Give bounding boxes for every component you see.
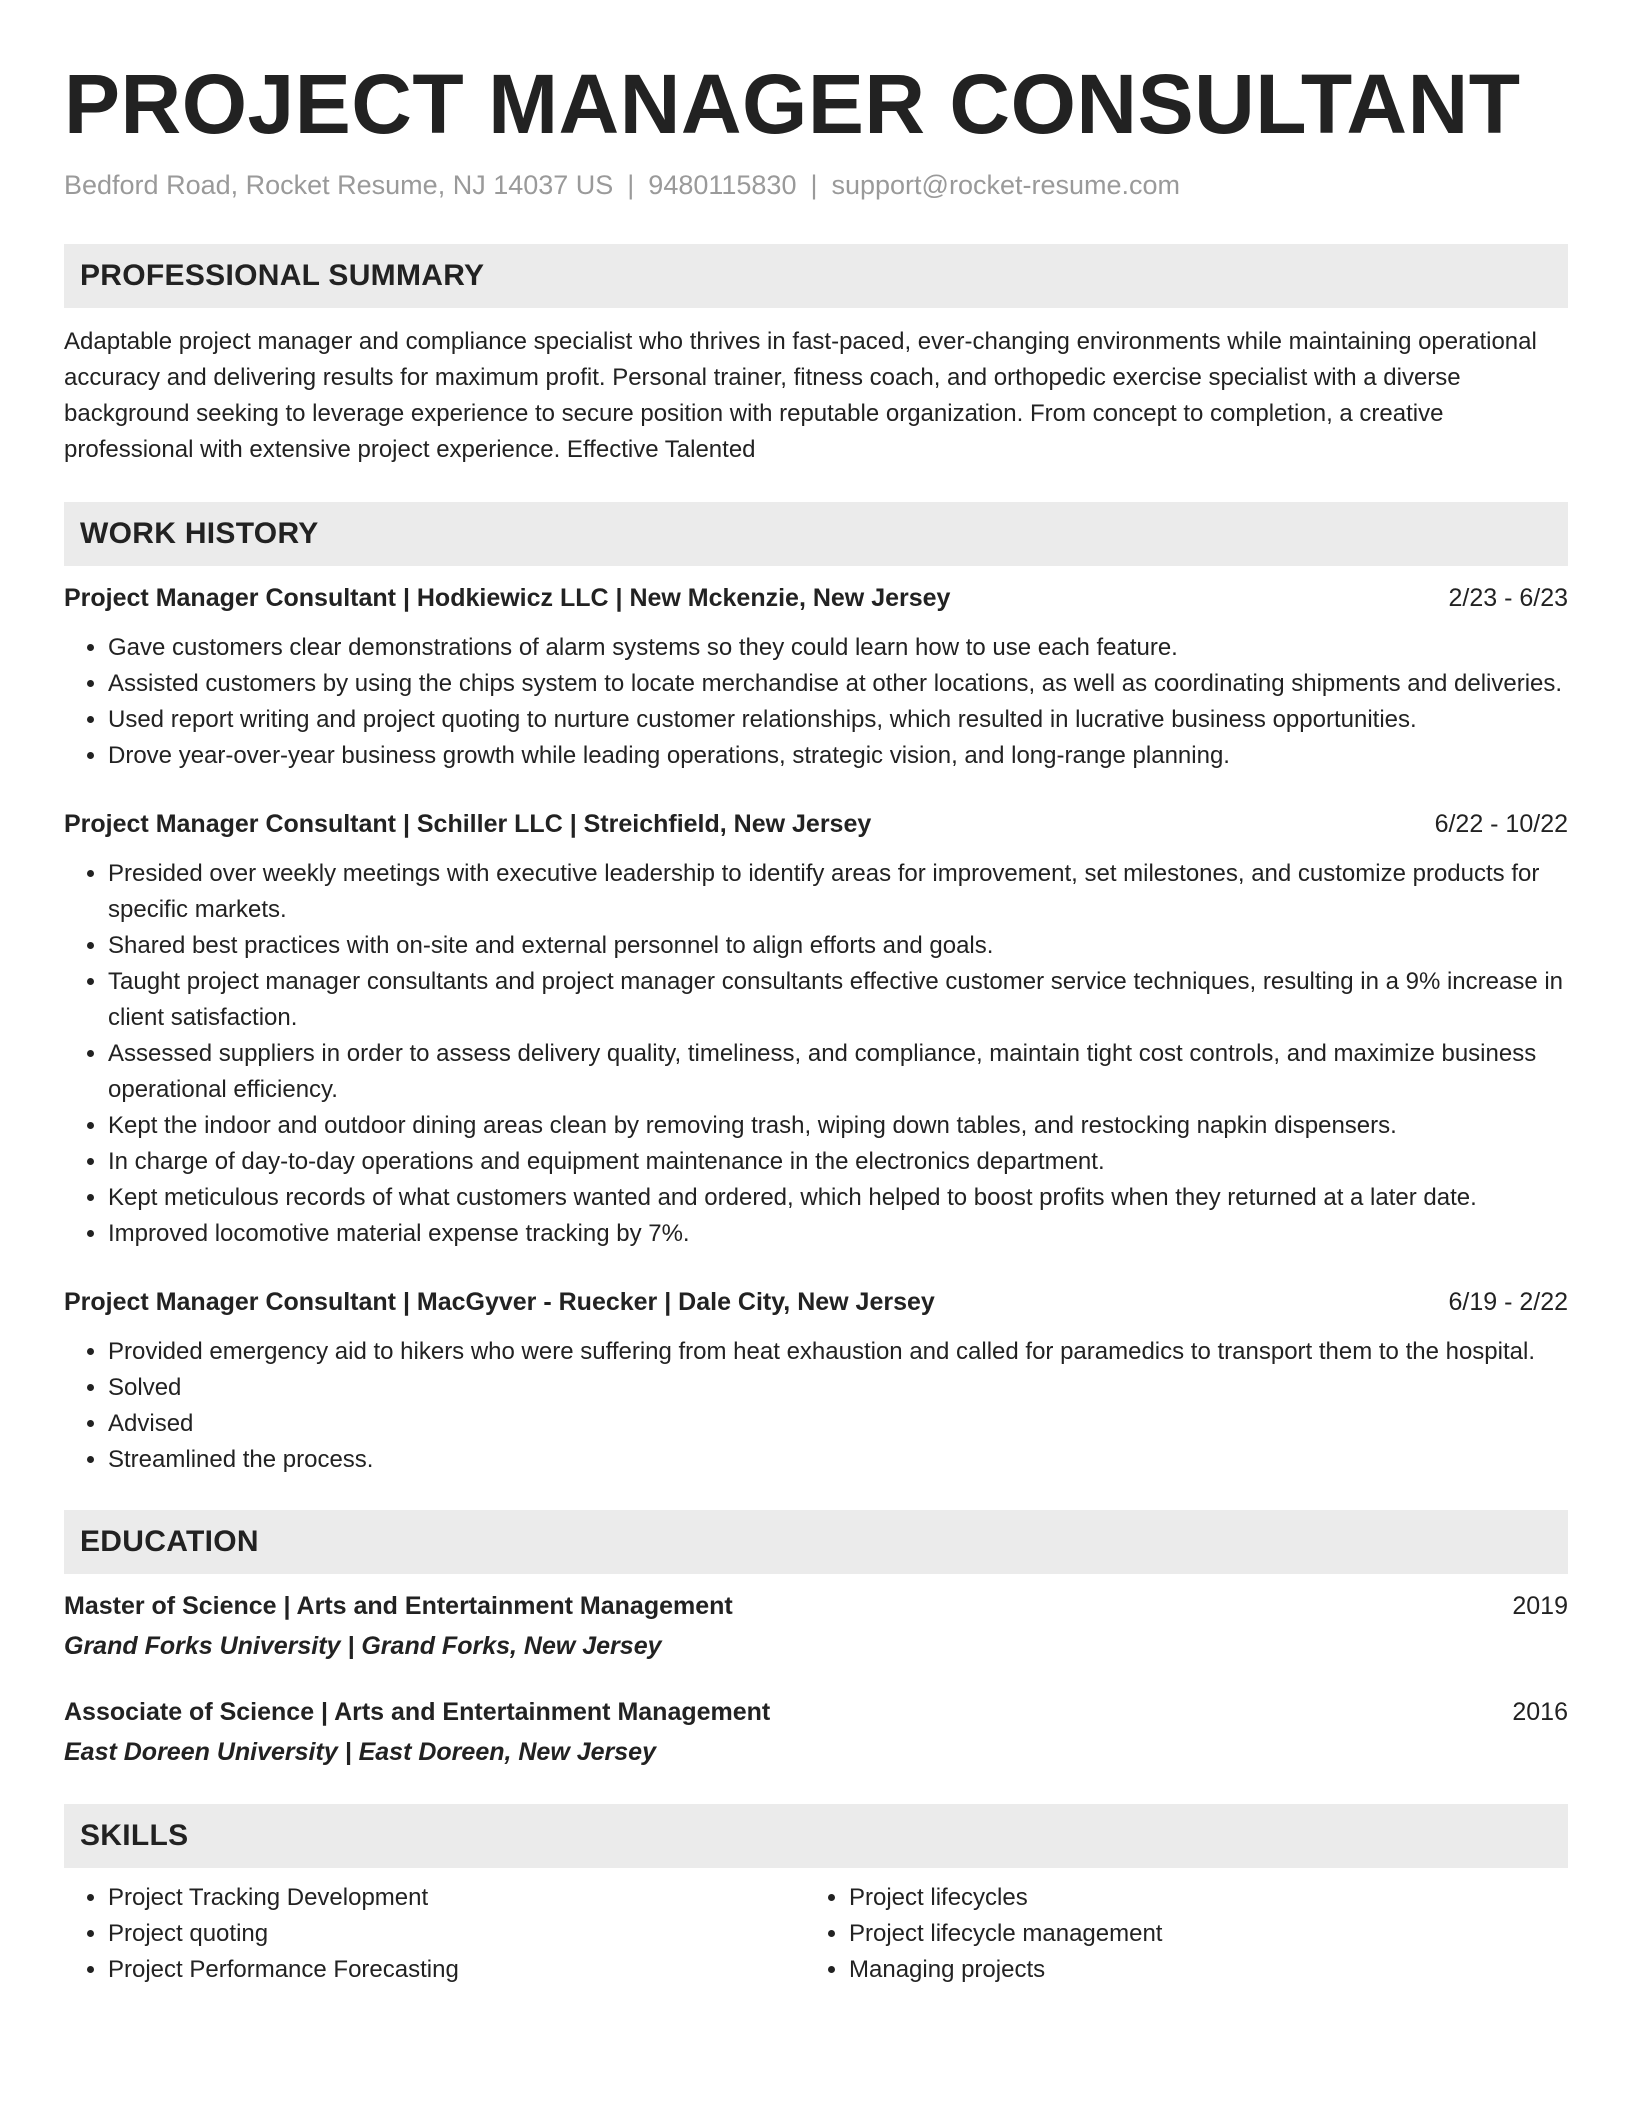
job-title: Project Manager Consultant | MacGyver - Ruecker | Dale City, New Jersey	[64, 1288, 935, 1316]
section-heading-work-history: WORK HISTORY	[64, 502, 1568, 566]
job-dates: 6/19 - 2/22	[1448, 1288, 1568, 1316]
job-header	[64, 580, 1568, 616]
skill-item: • Project Performance Forecasting	[108, 1952, 805, 1988]
skill-item: • Project quoting	[108, 1916, 805, 1952]
education-degree: Master of Science | Arts and Entertainment Management	[64, 1592, 733, 1620]
job-bullets	[64, 1334, 1568, 1478]
job-bullet: • Shared best practices with on-site and external personnel to align efforts and goals.	[108, 928, 1568, 964]
skills-list-right	[805, 1880, 1546, 1988]
education-year: 2019	[1512, 1592, 1568, 1620]
contact-phone: 9480115830	[648, 170, 797, 200]
skill-item: • Managing projects	[849, 1952, 1546, 1988]
job-bullet: • Solved	[108, 1370, 1568, 1406]
contact-separator: |	[810, 170, 818, 200]
skills-columns	[64, 1868, 1568, 1988]
job-title: Project Manager Consultant | Hodkiewicz LLC | New Mckenzie, New Jersey	[64, 584, 951, 612]
section-heading-education: EDUCATION	[64, 1510, 1568, 1574]
job-bullet: • Presided over weekly meetings with executive leadership to identify areas for improvement, set milestones, and customize products for specific markets.	[108, 856, 1568, 928]
job-bullet: • Improved locomotive material expense tracking by 7%.	[108, 1216, 1568, 1252]
education-header	[64, 1694, 1568, 1730]
job-bullet: • Assessed suppliers in order to assess delivery quality, timeliness, and compliance, maintain tight cost controls, and maximize business operational efficiency.	[108, 1036, 1568, 1108]
job-bullets	[64, 630, 1568, 774]
job-entry	[64, 1284, 1568, 1478]
education-school: Grand Forks University | Grand Forks, New Jersey	[64, 1632, 662, 1660]
summary-text: Adaptable project manager and compliance specialist who thrives in fast-paced, ever-changing environments while maintaining operational accuracy and delivering results for maximum profit. Personal trainer, fitness coach, and orthopedic exercise specialist with a diverse background seeking to leverage experience to secure position with reputable organization. From concept to completion, a creative professional with extensive project experience. Effective Talented	[64, 328, 1537, 463]
job-bullet: • Drove year-over-year business growth while leading operations, strategic vision, and long-range planning.	[108, 738, 1568, 774]
job-dates: 6/22 - 10/22	[1434, 810, 1568, 838]
skills-list-left	[64, 1880, 805, 1988]
job-bullet: • Gave customers clear demonstrations of alarm systems so they could learn how to use each feature.	[108, 630, 1568, 666]
education-school: East Doreen University | East Doreen, New Jersey	[64, 1738, 656, 1766]
skill-item: • Project Tracking Development	[108, 1880, 805, 1916]
job-dates: 2/23 - 6/23	[1448, 584, 1568, 612]
contact-separator: |	[627, 170, 635, 200]
contact-address: Bedford Road, Rocket Resume, NJ 14037 US	[64, 170, 614, 200]
education-degree: Associate of Science | Arts and Entertainment Management	[64, 1698, 771, 1726]
education-entry	[64, 1588, 1568, 1664]
section-heading-summary: PROFESSIONAL SUMMARY	[64, 244, 1568, 308]
job-entry	[64, 806, 1568, 1252]
job-entry	[64, 580, 1568, 774]
job-bullet: • Provided emergency aid to hikers who were suffering from heat exhaustion and called for paramedics to transport them to the hospital.	[108, 1334, 1568, 1370]
education-year: 2016	[1512, 1698, 1568, 1726]
job-bullet: • In charge of day-to-day operations and equipment maintenance in the electronics department.	[108, 1144, 1568, 1180]
skill-item: • Project lifecycle management	[849, 1916, 1546, 1952]
job-bullet: • Used report writing and project quoting to nurture customer relationships, which resulted in lucrative business opportunities.	[108, 702, 1568, 738]
job-bullet: • Advised	[108, 1406, 1568, 1442]
job-bullet: • Assisted customers by using the chips system to locate merchandise at other locations, as well as coordinating shipments and deliveries.	[108, 666, 1568, 702]
job-bullets	[64, 856, 1568, 1252]
job-header	[64, 1284, 1568, 1320]
job-bullet: • Kept meticulous records of what customers wanted and ordered, which helped to boost profits when they returned at a later date.	[108, 1180, 1568, 1216]
job-header	[64, 806, 1568, 842]
contact-email: support@rocket-resume.com	[831, 170, 1181, 200]
job-title: Project Manager Consultant | Schiller LLC | Streichfield, New Jersey	[64, 810, 872, 838]
contact-line	[64, 166, 1568, 204]
job-bullet: • Streamlined the process.	[108, 1442, 1568, 1478]
education-header	[64, 1588, 1568, 1624]
resume-name: PROJECT MANAGER CONSULTANT	[64, 57, 1521, 151]
section-heading-skills: SKILLS	[64, 1804, 1568, 1868]
job-bullet: • Taught project manager consultants and project manager consultants effective customer service techniques, resulting in a 9% increase in client satisfaction.	[108, 964, 1568, 1036]
skill-item: • Project lifecycles	[849, 1880, 1546, 1916]
education-entry	[64, 1694, 1568, 1770]
job-bullet: • Kept the indoor and outdoor dining areas clean by removing trash, wiping down tables, and restocking napkin dispensers.	[108, 1108, 1568, 1144]
